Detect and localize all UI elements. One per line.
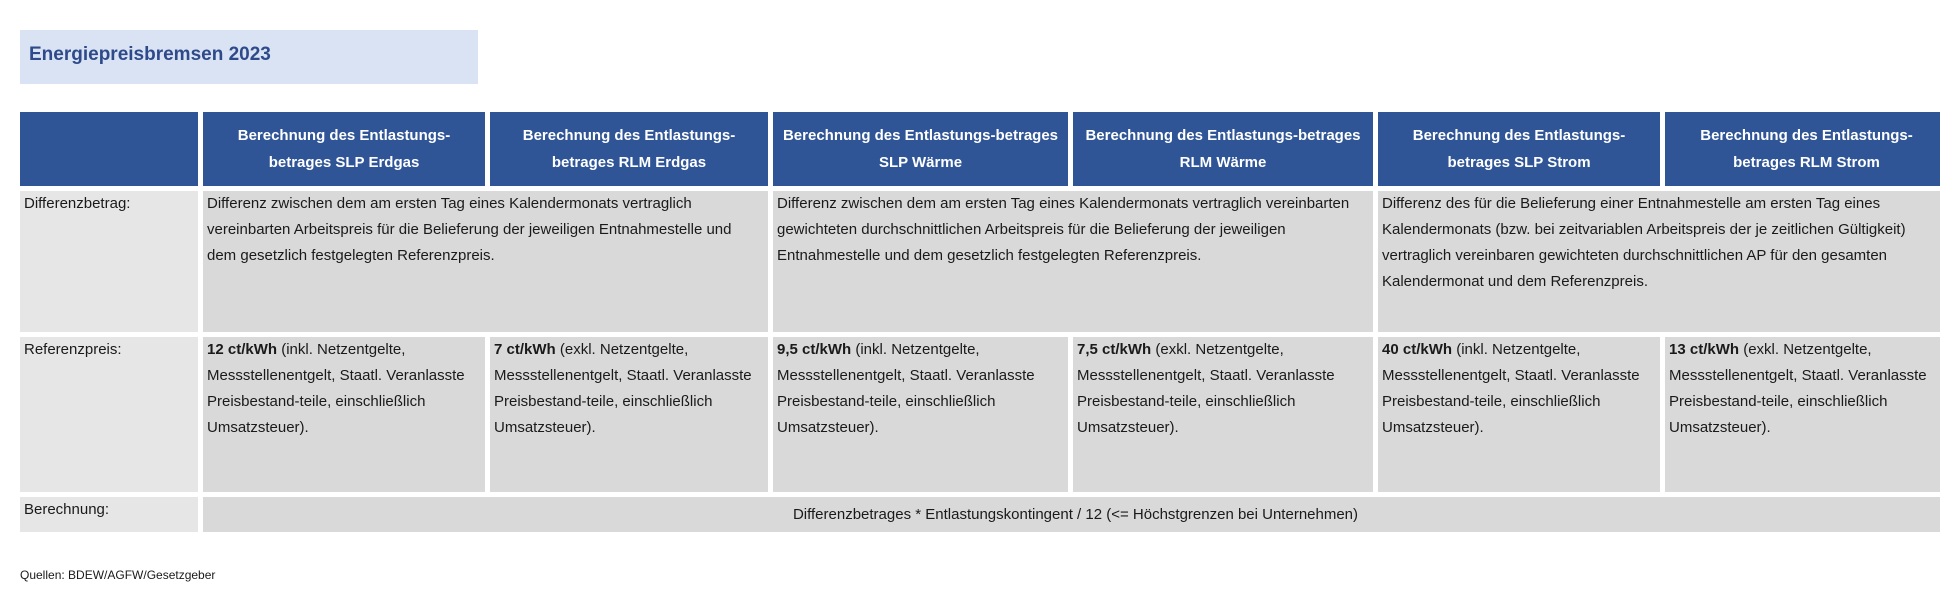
row-label-berechnung: Berechnung:: [20, 497, 198, 532]
column-header-rlm-waerme: Berechnung des Entlastungs-betrages RLM Wärme: [1073, 112, 1373, 186]
table-row-referenzpreis: [20, 337, 1940, 492]
column-header-slp-erdgas: Berechnung des Entlastungs-betrages SLP Erdgas: [203, 112, 485, 186]
differenz-waerme-cell: Differenz zwischen dem am ersten Tag eines Kalendermonats vertraglich vereinbarten gewichteten durchschnittlichen Arbeitspreis für die Belieferung der jeweiligen Entnahmestelle und dem gesetzlich festgelegten Referenzpreis.: [773, 191, 1373, 332]
header-row: [20, 112, 1940, 186]
referenz-rlm-strom-cell: [1665, 337, 1940, 492]
reference-price-note: (exkl. Netzentgelte, Messstellenentgelt, Staatl. Veranlasste Preisbestand-teile, einschließlich Umsatzsteuer).: [494, 341, 752, 436]
reference-price-note: (inkl. Netzentgelte, Messstellenentgelt, Staatl. Veranlasste Preisbestand-teile, einschließlich Umsatzsteuer).: [207, 341, 465, 436]
column-header-slp-waerme: Berechnung des Entlastungs-betrages SLP Wärme: [773, 112, 1068, 186]
referenz-slp-erdgas-cell: [203, 337, 485, 492]
referenz-rlm-waerme-cell: [1073, 337, 1373, 492]
reference-price: 40 ct/kWh: [1382, 341, 1453, 358]
row-label-differenzbetrag: Differenzbetrag:: [20, 191, 198, 332]
column-header-rlm-erdgas: Berechnung des Entlastungs-betrages RLM Erdgas: [490, 112, 768, 186]
reference-price: 13 ct/kWh: [1669, 341, 1740, 358]
row-label-referenzpreis: Referenzpreis:: [20, 337, 198, 492]
referenz-rlm-erdgas-cell: [490, 337, 768, 492]
energy-price-brake-table: [15, 107, 1940, 537]
referenz-slp-strom-cell: [1378, 337, 1660, 492]
reference-price-note: (exkl. Netzentgelte, Messstellenentgelt, Staatl. Veranlasste Preisbestand-teile, einschließlich Umsatzsteuer).: [1077, 341, 1335, 436]
differenz-erdgas-cell: Differenz zwischen dem am ersten Tag eines Kalendermonats vertraglich vereinbarten Arbeitspreis für die Belieferung der jeweiligen Entnahmestelle und dem gesetzlich festgelegten Referenzpreis.: [203, 191, 768, 332]
source-note: Quellen: BDEW/AGFW/Gesetzgeber: [20, 568, 216, 582]
table-row-berechnung: [20, 497, 1940, 532]
table-row-differenzbetrag: [20, 191, 1940, 332]
page-title: Energiepreisbremsen 2023: [20, 30, 478, 84]
reference-price: 12 ct/kWh: [207, 341, 278, 358]
column-header-slp-strom: Berechnung des Entlastungs-betrages SLP Strom: [1378, 112, 1660, 186]
reference-price-note: (inkl. Netzentgelte, Messstellenentgelt, Staatl. Veranlasste Preisbestand-teile, einschließlich Umsatzsteuer).: [777, 341, 1035, 436]
reference-price: 9,5 ct/kWh: [777, 341, 852, 358]
reference-price: 7 ct/kWh: [494, 341, 556, 358]
differenz-strom-cell: Differenz des für die Belieferung einer Entnahmestelle am ersten Tag eines Kalendermonats (bzw. bei zeitvariablen Arbeitspreis der je zeitlichen Gültigkeit) vertraglich vereinbaren gewichteten durchschnittlichen AP für den gesamten Kalendermonat und dem Referenzpreis.: [1378, 191, 1940, 332]
reference-price-note: (exkl. Netzentgelte, Messstellenentgelt, Staatl. Veranlasste Preisbestand-teile, einschließlich Umsatzsteuer).: [1669, 341, 1927, 436]
header-corner: [20, 112, 198, 186]
reference-price: 7,5 ct/kWh: [1077, 341, 1152, 358]
reference-price-note: (inkl. Netzentgelte, Messstellenentgelt, Staatl. Veranlasste Preisbestand-teile, einschließlich Umsatzsteuer).: [1382, 341, 1640, 436]
column-header-rlm-strom: Berechnung des Entlastungs-betrages RLM Strom: [1665, 112, 1940, 186]
berechnung-formula-cell: Differenzbetrages * Entlastungskontingent / 12 (<= Höchstgrenzen bei Unternehmen): [203, 497, 1940, 532]
referenz-slp-waerme-cell: [773, 337, 1068, 492]
